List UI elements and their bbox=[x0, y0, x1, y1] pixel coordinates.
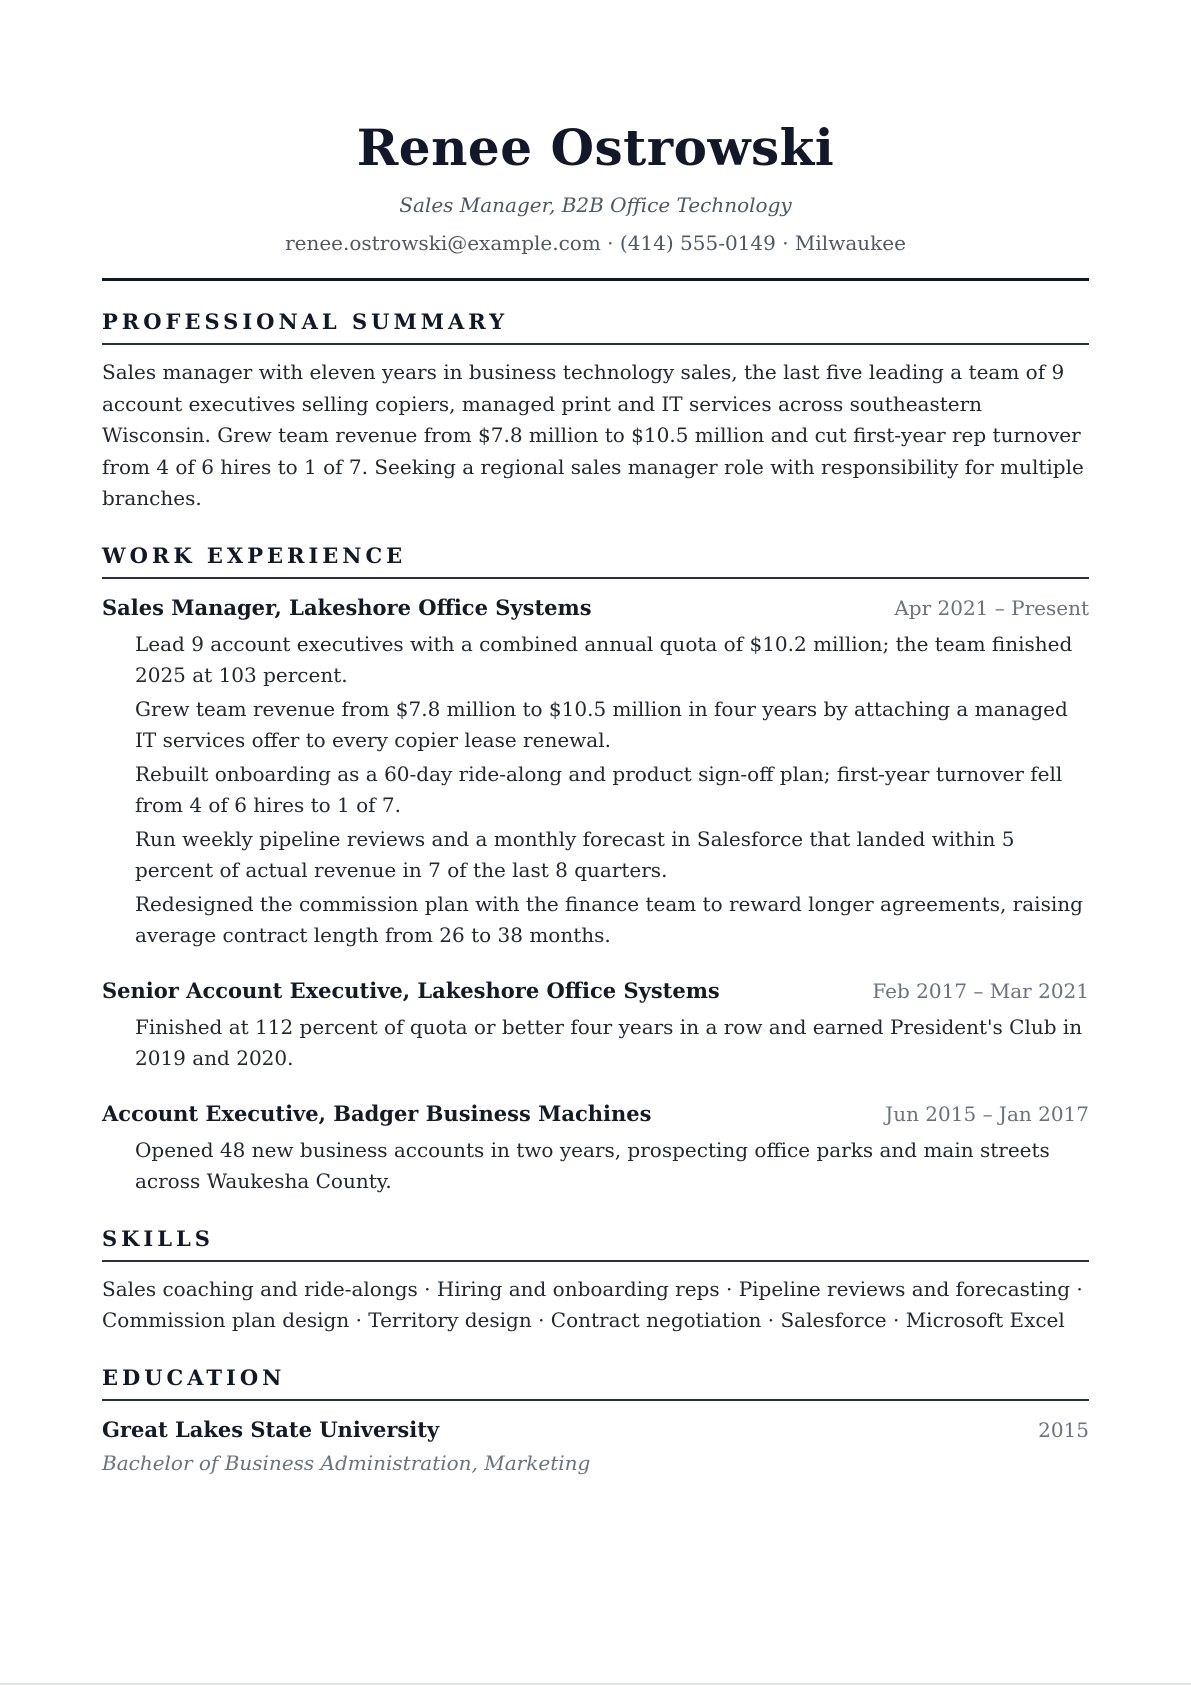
job-bullets bbox=[102, 629, 1089, 952]
job-bullet: Grew team revenue from $7.8 million to $10.5 million in four years by attaching a managed IT services offer to every copier lease renewal. bbox=[135, 696, 1068, 752]
education-year: 2015 bbox=[1038, 1417, 1089, 1442]
resume-header bbox=[102, 0, 1089, 256]
job-header bbox=[102, 593, 1089, 623]
job-dates: Feb 2017 – Mar 2021 bbox=[872, 978, 1089, 1003]
job-entry bbox=[102, 1099, 1089, 1198]
job-bullet: Run weekly pipeline reviews and a monthly forecast in Salesforce that landed within 5 percent of actual revenue in 7 of the last 8 quarters. bbox=[135, 826, 1015, 882]
education-header bbox=[102, 1415, 1089, 1445]
skills-text: Sales coaching and ride-alongs · Hiring and onboarding reps · Pipeline reviews and forecasting · Commission plan design · Territory design · Contract negotiation · Salesforce · Microsoft Excel bbox=[102, 1276, 1083, 1332]
education-degree: Bachelor of Business Administration, Marketing bbox=[102, 1450, 591, 1475]
skills-heading: SKILLS bbox=[102, 1226, 1089, 1262]
job-bullets bbox=[102, 1012, 1089, 1075]
candidate-name: Renee Ostrowski bbox=[356, 118, 835, 177]
education-school: Great Lakes State University bbox=[102, 1416, 440, 1442]
job-entry bbox=[102, 976, 1089, 1075]
job-title: Senior Account Executive, Lakeshore Office Systems bbox=[102, 977, 720, 1003]
job-header bbox=[102, 1099, 1089, 1129]
experience-heading: WORK EXPERIENCE bbox=[102, 543, 1089, 579]
candidate-tagline: Sales Manager, B2B Office Technology bbox=[399, 193, 792, 217]
job-title: Sales Manager, Lakeshore Office Systems bbox=[102, 594, 592, 620]
job-bullets bbox=[102, 1135, 1089, 1198]
job-title: Account Executive, Badger Business Machines bbox=[102, 1100, 652, 1126]
job-entry bbox=[102, 593, 1089, 952]
job-bullet: Opened 48 new business accounts in two years, prospecting office parks and main streets across Waukesha County. bbox=[135, 1137, 1050, 1193]
education-heading: EDUCATION bbox=[102, 1365, 1089, 1401]
header-divider bbox=[102, 278, 1089, 281]
contact-line: renee.ostrowski@example.com · (414) 555-0149 · Milwaukee bbox=[285, 231, 906, 255]
summary-heading: PROFESSIONAL SUMMARY bbox=[102, 309, 1089, 345]
job-dates: Jun 2015 – Jan 2017 bbox=[885, 1101, 1089, 1126]
job-bullet: Redesigned the commission plan with the finance team to reward longer agreements, raising average contract length from 26 to 38 months. bbox=[135, 891, 1083, 947]
summary-text: Sales manager with eleven years in business technology sales, the last five leading a team of 9 account executives selling copiers, managed print and IT services across southeastern Wisconsin. Grew team revenue from $7.8 million to $10.5 million and cut first-year rep turnover from 4 of 6 hires to 1 of 7. Seeking a regional sales manager role with responsibility for multiple branches. bbox=[102, 360, 1084, 510]
job-dates: Apr 2021 – Present bbox=[894, 595, 1089, 620]
job-bullet: Finished at 112 percent of quota or better four years in a row and earned President's Club in 2019 and 2020. bbox=[135, 1014, 1083, 1070]
job-header bbox=[102, 976, 1089, 1006]
job-bullet: Lead 9 account executives with a combined annual quota of $10.2 million; the team finished 2025 at 103 percent. bbox=[135, 631, 1073, 687]
job-bullet: Rebuilt onboarding as a 60-day ride-along and product sign-off plan; first-year turnover fell from 4 of 6 hires to 1 of 7. bbox=[135, 761, 1063, 817]
